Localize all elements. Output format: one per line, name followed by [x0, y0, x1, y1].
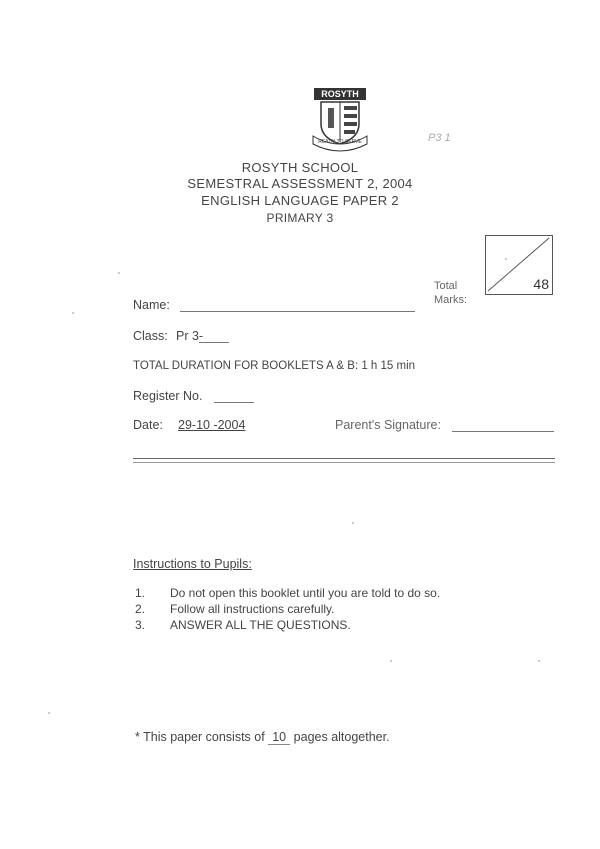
- instruction-number: 3.: [135, 618, 146, 632]
- instruction-number: 2.: [135, 602, 146, 616]
- instructions-title: Instructions to Pupils:: [133, 557, 252, 571]
- school-crest: [311, 86, 369, 152]
- instruction-item: [135, 602, 555, 618]
- marks-label: Marks:: [434, 294, 467, 306]
- total-marks-value: 48: [533, 276, 549, 292]
- assessment-title: SEMESTRAL ASSESSMENT 2, 2004: [187, 176, 413, 191]
- instruction-item: [135, 618, 555, 634]
- name-label: Name:: [133, 298, 170, 312]
- section-divider: [133, 458, 555, 459]
- date-label: Date:: [133, 418, 163, 432]
- crest-motto: READY TO SERVE: [318, 139, 362, 145]
- class-input-line[interactable]: [199, 342, 229, 343]
- class-value: Pr 3-: [176, 329, 204, 343]
- register-input-line[interactable]: [214, 402, 254, 403]
- level-title: PRIMARY 3: [266, 211, 334, 225]
- scan-speck: [505, 258, 507, 260]
- scan-speck: [352, 522, 354, 524]
- page-count-value: 10: [268, 730, 290, 745]
- total-label: Total: [434, 280, 458, 292]
- page-count-note: [135, 730, 390, 745]
- page-count-prefix: * This paper consists of: [135, 730, 265, 744]
- instruction-text: Do not open this booklet until you are told to do so.: [170, 586, 441, 600]
- scan-speck: [118, 272, 120, 274]
- class-label: Class:: [133, 329, 168, 343]
- instruction-number: 1.: [135, 586, 146, 600]
- scan-speck: [390, 660, 392, 662]
- duration-text: TOTAL DURATION FOR BOOKLETS A & B: 1 h 15 min: [133, 360, 416, 372]
- scan-speck: [48, 712, 50, 714]
- scan-speck: [72, 312, 74, 314]
- instruction-item: [135, 586, 555, 602]
- paper-title: ENGLISH LANGUAGE PAPER 2: [201, 193, 399, 208]
- instruction-text: Follow all instructions carefully.: [170, 602, 335, 616]
- register-label: Register No.: [133, 389, 203, 403]
- date-value: 29-10 -2004: [178, 418, 246, 432]
- signature-input-line[interactable]: [452, 431, 554, 432]
- page-count-suffix: pages altogether.: [293, 730, 390, 744]
- section-divider-thin: [133, 462, 555, 463]
- total-marks-box: [485, 235, 553, 295]
- name-input-line[interactable]: [180, 311, 415, 312]
- crest-banner: ROSYTH: [321, 89, 359, 99]
- school-name: ROSYTH SCHOOL: [241, 160, 359, 175]
- margin-note: P3 1: [428, 132, 451, 144]
- instruction-text: ANSWER ALL THE QUESTIONS.: [170, 618, 351, 632]
- signature-label: Parent's Signature:: [335, 418, 441, 432]
- scan-speck: [538, 660, 540, 662]
